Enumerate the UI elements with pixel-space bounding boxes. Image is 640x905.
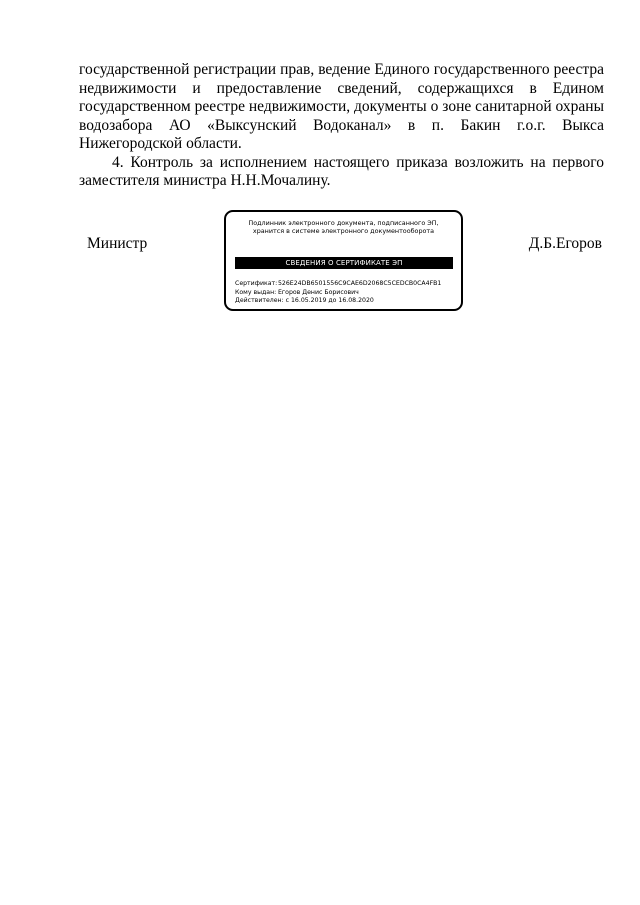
signatory-name: Д.Б.Егоров [528,235,602,252]
owner-row [235,289,441,298]
certificate-value: 526E24DB6501556C9CAE6D2068C5CEDCB0CA4FB1 [278,280,442,287]
stamp-note-line-1: Подлинник электронного документа, подписанного ЭП, [248,219,439,227]
signatory-position: Министр [87,235,148,252]
certificate-label: Сертификат: [235,280,278,287]
certificate-row [235,280,441,289]
validity-row: Действителен: с 16.05.2019 до 16.08.2020 [235,297,374,304]
stamp-note-line-2: хранится в системе электронного документооборота [252,227,435,235]
document-body [79,61,604,191]
paragraph-continuation: государственной регистрации прав, ведение Единого государственного реестра недвижимости и предоставление сведений, содержащихся в Едином государственном реестре недвижимости, документы о зоне санитарной охраны водозабора АО «Выксунский Водоканал» в п. Бакин г.о.г. Выкса Нижегородской области. [79,61,604,152]
owner-value: Егоров Денис Борисович [278,288,359,296]
stamp-details [235,280,441,306]
stamp-header: СВЕДЕНИЯ О СЕРТИФИКАТЕ ЭП [235,257,453,269]
electronic-signature-stamp [224,210,463,311]
stamp-note [226,219,461,235]
paragraph-4: 4. Контроль за исполнением настоящего приказа возложить на первого заместителя министра Н.Н.Мочалину. [79,153,604,189]
owner-label: Кому выдан: [235,288,277,296]
